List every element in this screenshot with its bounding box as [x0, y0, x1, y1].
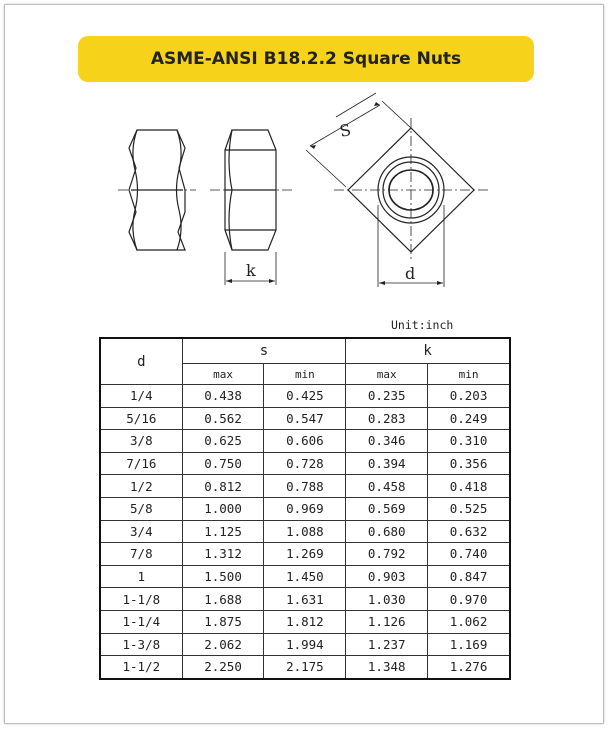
table-row	[100, 475, 510, 498]
cell-s-min: 0.606	[264, 430, 346, 453]
cell-d: 3/8	[100, 430, 182, 453]
cell-d: 1-1/2	[100, 656, 182, 679]
page-title: ASME-ANSI B18.2.2 Square Nuts	[78, 36, 534, 82]
cell-k-max: 0.394	[346, 452, 428, 475]
cell-s-max: 2.062	[182, 633, 264, 656]
cell-s-max: 1.125	[182, 520, 264, 543]
cell-k-max: 0.680	[346, 520, 428, 543]
subheader-s-min: min	[264, 364, 346, 385]
cell-k-min: 1.276	[428, 656, 510, 679]
cell-k-min: 0.310	[428, 430, 510, 453]
cell-d: 1	[100, 565, 182, 588]
subheader-k-max: max	[346, 364, 428, 385]
cell-s-min: 1.269	[264, 543, 346, 566]
cell-d: 1-1/4	[100, 610, 182, 633]
dimension-label-d: d	[405, 264, 416, 283]
nut-top-view	[306, 93, 490, 287]
table-row	[100, 588, 510, 611]
cell-k-min: 0.356	[428, 452, 510, 475]
cell-s-max: 0.438	[182, 385, 264, 408]
table-row	[100, 520, 510, 543]
table-row	[100, 656, 510, 679]
cell-s-min: 0.728	[264, 452, 346, 475]
cell-k-min: 0.847	[428, 565, 510, 588]
dimensions-table	[99, 337, 511, 680]
dimension-label-s: S	[337, 120, 353, 141]
cell-k-max: 0.346	[346, 430, 428, 453]
cell-s-max: 1.688	[182, 588, 264, 611]
cell-s-min: 2.175	[264, 656, 346, 679]
cell-s-min: 0.425	[264, 385, 346, 408]
header-d: d	[100, 338, 182, 385]
cell-s-max: 1.500	[182, 565, 264, 588]
cell-k-min: 0.203	[428, 385, 510, 408]
cell-s-min: 0.788	[264, 475, 346, 498]
cell-k-min: 1.062	[428, 610, 510, 633]
cell-s-min: 1.812	[264, 610, 346, 633]
cell-k-max: 0.235	[346, 385, 428, 408]
nut-side-view-chamfered	[118, 130, 196, 250]
cell-k-max: 1.126	[346, 610, 428, 633]
cell-s-max: 1.875	[182, 610, 264, 633]
cell-s-max: 0.750	[182, 452, 264, 475]
cell-d: 5/8	[100, 497, 182, 520]
cell-k-min: 0.525	[428, 497, 510, 520]
cell-k-min: 0.249	[428, 407, 510, 430]
cell-d: 1/2	[100, 475, 182, 498]
cell-s-min: 1.994	[264, 633, 346, 656]
cell-s-min: 0.969	[264, 497, 346, 520]
subheader-k-min: min	[428, 364, 510, 385]
cell-k-min: 0.418	[428, 475, 510, 498]
cell-s-min: 1.088	[264, 520, 346, 543]
cell-k-min: 0.970	[428, 588, 510, 611]
table-row	[100, 497, 510, 520]
cell-d: 5/16	[100, 407, 182, 430]
cell-s-max: 0.625	[182, 430, 264, 453]
cell-k-min: 0.632	[428, 520, 510, 543]
cell-k-min: 0.740	[428, 543, 510, 566]
cell-s-max: 1.312	[182, 543, 264, 566]
cell-d: 7/8	[100, 543, 182, 566]
header-s: s	[182, 338, 346, 364]
cell-k-max: 1.030	[346, 588, 428, 611]
table-row	[100, 543, 510, 566]
cell-k-max: 0.458	[346, 475, 428, 498]
cell-k-max: 0.792	[346, 543, 428, 566]
cell-k-max: 0.903	[346, 565, 428, 588]
cell-k-max: 1.348	[346, 656, 428, 679]
subheader-s-max: max	[182, 364, 264, 385]
cell-d: 3/4	[100, 520, 182, 543]
cell-s-max: 1.000	[182, 497, 264, 520]
table-body	[100, 385, 510, 679]
cell-s-max: 0.562	[182, 407, 264, 430]
square-nut-drawing	[0, 0, 610, 330]
cell-k-max: 0.569	[346, 497, 428, 520]
table-row	[100, 430, 510, 453]
cell-k-max: 0.283	[346, 407, 428, 430]
cell-s-max: 2.250	[182, 656, 264, 679]
table-row	[100, 565, 510, 588]
cell-d: 1/4	[100, 385, 182, 408]
header-k: k	[346, 338, 510, 364]
table-row	[100, 385, 510, 408]
cell-s-min: 0.547	[264, 407, 346, 430]
cell-s-min: 1.631	[264, 588, 346, 611]
cell-s-min: 1.450	[264, 565, 346, 588]
cell-s-max: 0.812	[182, 475, 264, 498]
cell-d: 1-3/8	[100, 633, 182, 656]
table-row	[100, 407, 510, 430]
unit-label: Unit:inch	[391, 318, 454, 332]
table-row	[100, 610, 510, 633]
table-row	[100, 452, 510, 475]
cell-k-min: 1.169	[428, 633, 510, 656]
cell-d: 7/16	[100, 452, 182, 475]
dimension-label-k: k	[246, 261, 256, 280]
cell-d: 1-1/8	[100, 588, 182, 611]
cell-k-max: 1.237	[346, 633, 428, 656]
table-row	[100, 633, 510, 656]
